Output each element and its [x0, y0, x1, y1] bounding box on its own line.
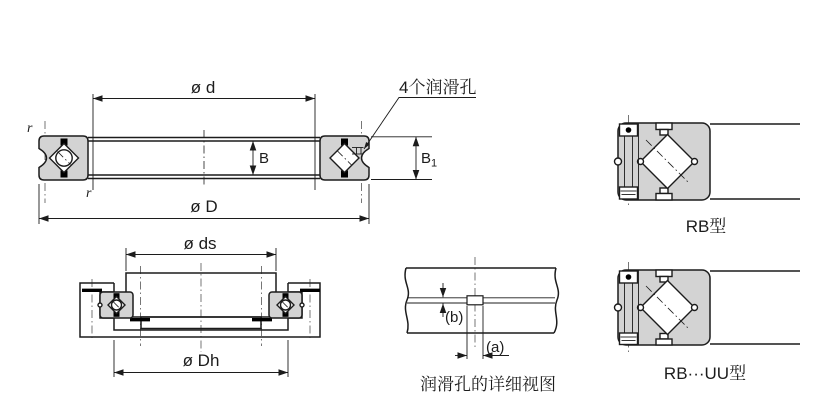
right-mounted-bearing	[269, 292, 304, 318]
lube-holes-annotation: 4个润滑孔	[399, 78, 477, 97]
detail-dim-b	[443, 283, 463, 326]
detail-dim-b-label: (b)	[445, 309, 464, 326]
lube-holes-annotation-group	[364, 78, 476, 149]
lube-hole	[467, 296, 483, 305]
rb-uu-split-notch	[615, 304, 622, 311]
width-b1-label: $B_1$	[421, 150, 438, 170]
main-section-view	[27, 78, 476, 224]
bore-diameter-label: ø d	[190, 78, 216, 97]
detail-caption: 润滑孔的详细视图	[420, 375, 556, 394]
width-b-dimension	[253, 141, 269, 175]
rb-uu-type-view	[615, 262, 801, 383]
chamfer-r-top-label: r	[27, 121, 33, 136]
rb-bolt-washer	[620, 187, 638, 199]
left-mounted-bearing	[98, 292, 133, 318]
rb-uu-bolt-washer	[620, 333, 638, 345]
detail-dim-a-label: (a)	[486, 339, 505, 356]
chamfer-r-bottom-label: r	[86, 186, 92, 201]
rb-type-view	[615, 115, 801, 236]
width-b1-dimension	[371, 137, 437, 180]
mount-section-view	[80, 234, 320, 377]
width-b-label: B	[259, 150, 270, 167]
rb-split-notch	[615, 158, 622, 165]
rb-type-label: RB型	[685, 217, 727, 236]
lube-detail-view	[405, 257, 558, 394]
right-break-line	[554, 268, 558, 333]
shaft-diameter-label: ø ds	[183, 234, 217, 253]
rb-uu-type-label: RB···UU型	[663, 364, 747, 383]
outer-diameter-label: ø D	[190, 197, 218, 216]
left-break-line	[405, 268, 408, 333]
lube-holes-leader	[364, 98, 476, 150]
housing-diameter-label: ø Dh	[182, 351, 220, 370]
